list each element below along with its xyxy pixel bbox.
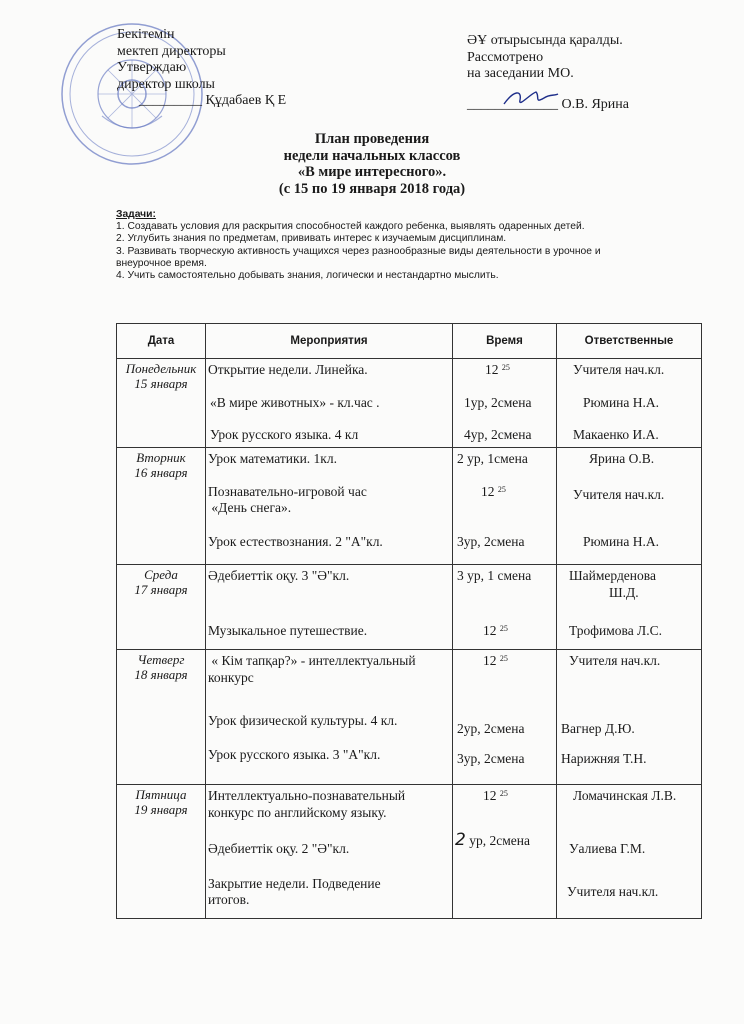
- column-header-time: Время: [453, 324, 557, 359]
- responsible-cell: [557, 785, 702, 919]
- title-line: План проведения: [314, 131, 430, 147]
- event-text: итогов.: [208, 892, 250, 907]
- table-header-row: [117, 324, 702, 359]
- table-row: [117, 448, 702, 565]
- responsible-text: Учителя нач.кл.: [567, 884, 659, 899]
- approval-block-left: [117, 27, 286, 110]
- date-cell: [117, 448, 206, 565]
- time-text: 1ур, 2смена: [464, 395, 532, 410]
- time-text: 12 $^{25}$: [483, 788, 508, 803]
- event-text: Әдебиеттік оқу. 2 "Ә"кл.: [208, 841, 350, 856]
- day-date: 16 января: [134, 465, 188, 480]
- events-cell: [206, 359, 453, 448]
- table-row: [117, 785, 702, 919]
- responsible-text: Учителя нач.кл.: [573, 362, 665, 377]
- event-text: Урок естествознания. 2 "А"кл.: [208, 534, 383, 549]
- time-text: 12 $^{25}$: [485, 362, 510, 377]
- date-cell: [117, 785, 206, 919]
- signature-line: _____________ О.В. Ярина: [467, 97, 629, 112]
- task-item: 3. Развивать творческую активность учащихся через разнообразные виды деятельности в урочное и: [116, 245, 601, 257]
- event-text: конкурс по английскому языку.: [208, 805, 387, 820]
- responsible-cell: [557, 448, 702, 565]
- responsible-text: Макаенко И.А.: [573, 427, 659, 442]
- responsible-text: Вагнер Д.Ю.: [561, 721, 635, 736]
- events-cell: [206, 448, 453, 565]
- event-text: Урок русского языка. 4 кл: [210, 427, 359, 442]
- responsible-cell: [557, 565, 702, 650]
- responsible-cell: [557, 650, 702, 785]
- responsible-text: Нарижняя Т.Н.: [561, 751, 647, 766]
- time-text: 12 $^{25}$: [483, 653, 508, 668]
- time-text: 12 $^{25}$: [481, 484, 506, 499]
- day-name: Понедельник: [125, 361, 197, 376]
- events-cell: [206, 785, 453, 919]
- responsible-text: Учителя нач.кл.: [573, 487, 665, 502]
- time-text: 3ур, 2смена: [457, 534, 525, 549]
- approval-line: Бекітемін: [117, 27, 175, 42]
- event-text: конкурс: [208, 670, 254, 685]
- responsible-text: Ш.Д.: [609, 585, 639, 600]
- approval-line: мектеп директоры: [117, 43, 226, 59]
- task-item: 4. Учить самостоятельно добывать знания, логически и нестандартно мыслить.: [116, 270, 499, 282]
- time-text: 3ур, 2смена: [457, 751, 525, 766]
- day-name: Вторник: [136, 450, 186, 465]
- approval-line: директор школы: [117, 76, 215, 92]
- event-text: «В мире животных» - кл.час .: [210, 395, 380, 410]
- day-name: Пятница: [135, 787, 187, 802]
- schedule-table: [116, 323, 702, 919]
- task-item: 1. Создавать условия для раскрытия способностей каждого ребенка, выявлять одаренных детей.: [116, 221, 585, 233]
- time-cell: [453, 650, 557, 785]
- event-text: Урок русского языка. 3 "А"кл.: [208, 747, 381, 762]
- event-text: Закрытие недели. Подведение: [208, 876, 381, 891]
- day-date: 18 января: [134, 667, 188, 682]
- time-text: 3 ур, 1 смена: [457, 568, 532, 583]
- date-cell: [117, 650, 206, 785]
- responsible-text: Рюмина Н.А.: [583, 534, 660, 549]
- approval-block-right: [467, 33, 623, 83]
- day-date: 17 января: [134, 582, 188, 597]
- tasks-heading: Задачи:: [116, 209, 156, 220]
- time-cell: [453, 359, 557, 448]
- events-cell: [206, 565, 453, 650]
- day-date: 15 января: [134, 376, 188, 391]
- review-line: ӘҰ отырысында қаралды.: [467, 33, 623, 48]
- table-row: [117, 650, 702, 785]
- time-cell: [453, 785, 557, 919]
- title-line: «В мире интересного».: [297, 164, 447, 180]
- time-text: 2 ур, 2смена: [455, 830, 530, 850]
- event-text: Әдебиеттік оқу. 3 "Ә"кл.: [208, 568, 350, 583]
- date-cell: [117, 359, 206, 448]
- title-line: недели начальных классов: [283, 147, 461, 164]
- responsible-text: Ломачинская Л.В.: [573, 788, 677, 803]
- review-line: Рассмотрено: [467, 49, 544, 65]
- responsible-text: Рюмина Н.А.: [583, 395, 660, 410]
- time-text: 4ур, 2смена: [464, 427, 532, 442]
- event-text: Познавательно-игровой час: [208, 484, 367, 499]
- event-text: Открытие недели. Линейка.: [208, 362, 368, 377]
- approval-line: _________ Құдабаев Қ Е: [139, 93, 287, 108]
- day-name: Среда: [144, 567, 178, 582]
- event-text: Музыкальное путешествие.: [208, 623, 368, 638]
- column-header-responsible: Ответственные: [557, 324, 702, 359]
- document-title: [0, 131, 744, 197]
- responsible-cell: [557, 359, 702, 448]
- column-header-date: Дата: [117, 324, 206, 359]
- review-line: на заседании МО.: [467, 66, 574, 81]
- responsible-text: Ярина О.В.: [589, 451, 655, 466]
- time-cell: [453, 448, 557, 565]
- column-header-events: Мероприятия: [206, 324, 453, 359]
- task-item: внеурочное время.: [116, 257, 207, 269]
- event-text: Урок физической культуры. 4 кл.: [208, 713, 398, 728]
- task-item: 2. Углубить знания по предметам, прививать интерес к изучаемым дисциплинам.: [116, 233, 507, 245]
- tasks-section: [116, 209, 676, 282]
- time-text: 12 $^{25}$: [483, 623, 508, 638]
- events-cell: [206, 650, 453, 785]
- time-cell: [453, 565, 557, 650]
- day-date: 19 января: [134, 802, 188, 817]
- time-text: 2 ур, 1смена: [457, 451, 528, 466]
- approval-line: Утверждаю: [117, 60, 187, 75]
- table-row: [117, 565, 702, 650]
- table-row: [117, 359, 702, 448]
- event-text: Урок математики. 1кл.: [208, 451, 337, 466]
- responsible-text: Учителя нач.кл.: [569, 653, 661, 668]
- time-text: 2ур, 2смена: [457, 721, 525, 736]
- responsible-text: Уалиева Г.М.: [569, 841, 646, 856]
- date-cell: [117, 565, 206, 650]
- responsible-text: Шаймерденова: [569, 568, 656, 583]
- event-text: Интеллектуально-познавательный: [208, 788, 406, 803]
- event-text: «День снега».: [208, 500, 292, 515]
- responsible-text: Трофимова Л.С.: [569, 623, 662, 638]
- day-name: Четверг: [137, 652, 185, 667]
- event-text: « Кім тапқар?» - интеллектуальный: [208, 653, 416, 668]
- title-line: (с 15 по 19 января 2018 года): [278, 180, 466, 197]
